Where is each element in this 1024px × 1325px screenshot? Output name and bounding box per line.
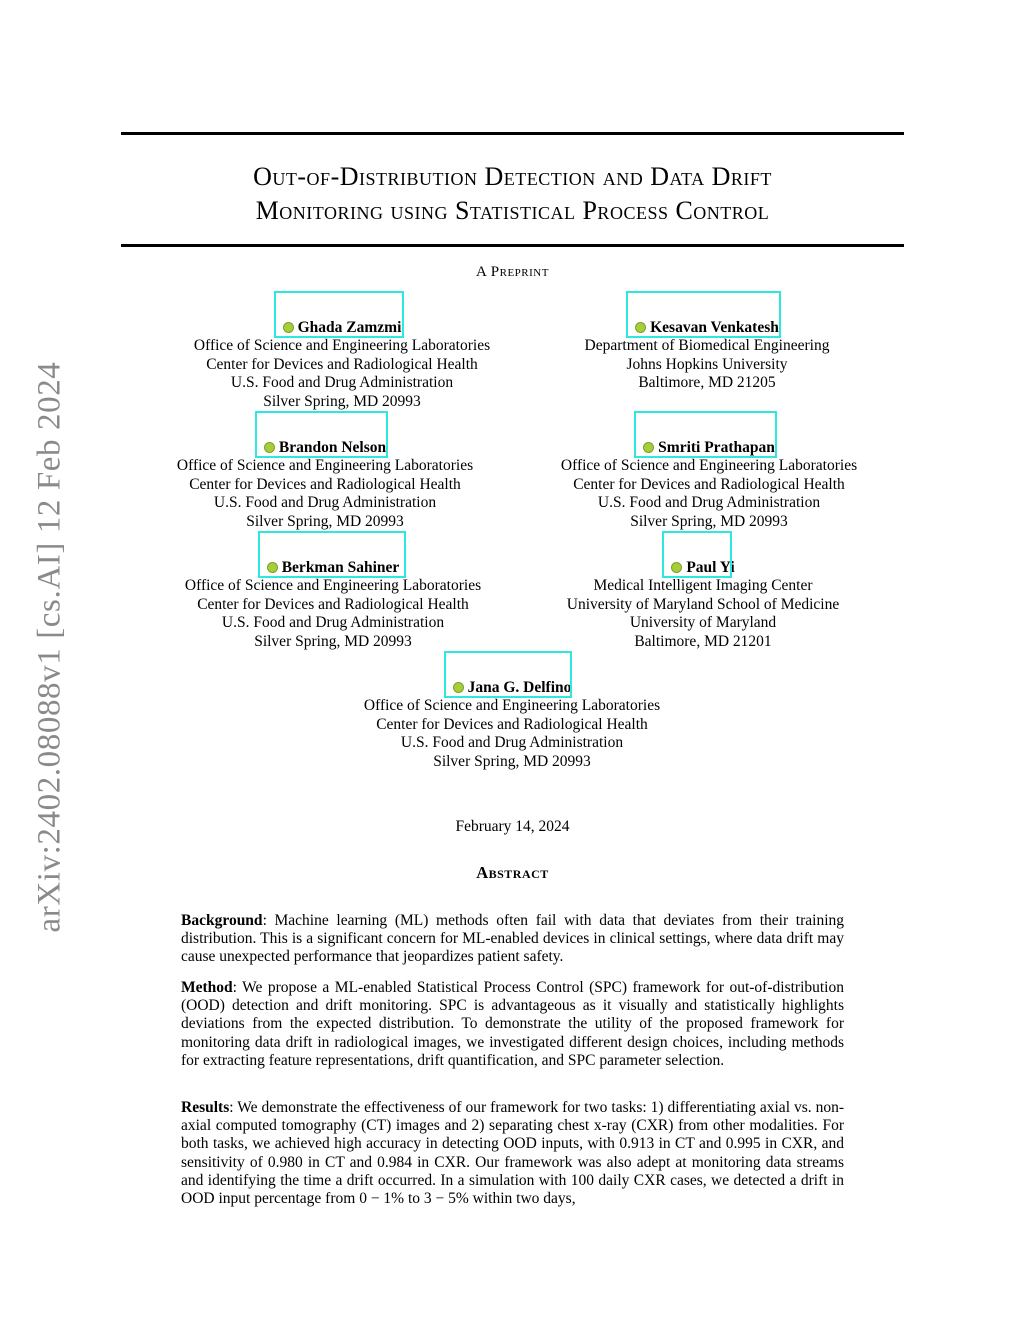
orcid-icon[interactable] bbox=[453, 682, 464, 693]
affiliation-line: Silver Spring, MD 20993 bbox=[630, 512, 788, 530]
abstract-heading: Abstract bbox=[476, 863, 549, 882]
affiliation-line: Johns Hopkins University bbox=[626, 355, 788, 373]
affiliation-line: Center for Devices and Radiological Health bbox=[189, 475, 461, 493]
author-block bbox=[520, 439, 898, 531]
affiliation-line: U.S. Food and Drug Administration bbox=[400, 734, 624, 752]
abstract-method-paragraph bbox=[181, 979, 844, 1070]
affiliation-line: Medical Intelligent Imaging Center bbox=[593, 577, 813, 595]
affiliation-line: Office of Science and Engineering Laboratories bbox=[363, 697, 661, 715]
author-name-link[interactable] bbox=[643, 439, 775, 457]
results-text: : We demonstrate the effectiveness of our framework for two tasks: 1) differentiating axial vs. non-axial computed tomography (CT) images and 2) separating chest x-ray (CXR) from other modalities. For both tasks, we achieved high accuracy in detecting OOD inputs, with 0.913 in CT and 0.995 in CXR, and sensitivity of 0.980 in CT and 0.984 in CXR. Our framework was also adept at monitoring data streams and identifying the time a drift occurred. In a simulation with 100 daily CXR cases, we detected a drift in OOD input percentage from 0 − 1% to 3 − 5% within two days, bbox=[181, 1099, 844, 1208]
affiliation-line: Silver Spring, MD 20993 bbox=[263, 392, 421, 410]
affiliation-line: U.S. Food and Drug Administration bbox=[230, 374, 454, 392]
paper-title bbox=[121, 160, 904, 228]
affiliation-line: Center for Devices and Radiological Health bbox=[197, 595, 469, 613]
affiliation-line: Center for Devices and Radiological Health bbox=[376, 715, 648, 733]
title-line-1: Out-of-Distribution Detection and Data Drift bbox=[253, 162, 772, 191]
author-name: Brandon Nelson bbox=[278, 439, 387, 456]
affiliation-line: Center for Devices and Radiological Health bbox=[573, 475, 845, 493]
author-block bbox=[533, 559, 873, 651]
affiliation-line: Office of Science and Engineering Laboratories bbox=[193, 337, 491, 355]
top-rule bbox=[121, 132, 904, 135]
author-name-link[interactable] bbox=[283, 319, 402, 337]
title-line-2: Monitoring using Statistical Process Control bbox=[255, 196, 770, 225]
orcid-icon[interactable] bbox=[643, 442, 654, 453]
author-name: Jana G. Delfino bbox=[467, 679, 572, 696]
affiliation-line: University of Maryland bbox=[629, 614, 777, 632]
affiliation-line: Office of Science and Engineering Laboratories bbox=[176, 457, 474, 475]
affiliation-line: U.S. Food and Drug Administration bbox=[221, 614, 445, 632]
author-name: Smriti Prathapan bbox=[658, 439, 775, 456]
affiliation-line: Baltimore, MD 21205 bbox=[638, 374, 776, 392]
bottom-rule bbox=[121, 244, 904, 247]
preprint-label: A Preprint bbox=[476, 264, 549, 280]
abstract-results-paragraph bbox=[181, 1099, 844, 1208]
affiliation-line: Center for Devices and Radiological Health bbox=[206, 355, 478, 373]
author-name: Ghada Zamzmi bbox=[297, 319, 402, 336]
method-text: : We propose a ML-enabled Statistical Process Control (SPC) framework for out-of-distribution (OOD) detection and drift monitoring. SPC is advantageous as it visually and statistically highlights deviations from the expected distribution. To demonstrate the utility of the proposed framework for monitoring data drift in radiological images, we investigated different design choices, including methods for extracting feature representations, drift quantification, and SPC parameter selection. bbox=[181, 979, 844, 1069]
background-text: : Machine learning (ML) methods often fail with data that deviates from their training distribution. This is a significant concern for ML-enabled devices in clinical settings, where data drift may cause unexpected performance that jeopardizes patient safety. bbox=[181, 912, 844, 966]
author-name-link[interactable] bbox=[267, 559, 400, 577]
orcid-icon[interactable] bbox=[264, 442, 275, 453]
affiliation-line: Office of Science and Engineering Laboratories bbox=[560, 457, 858, 475]
author-block bbox=[145, 439, 505, 531]
orcid-icon[interactable] bbox=[671, 562, 682, 573]
method-label: Method bbox=[181, 979, 233, 996]
arxiv-sidebar-stamp: arXiv:2402.08088v1 [cs.AI] 12 Feb 2024 bbox=[31, 361, 68, 933]
affiliation-line: Baltimore, MD 21201 bbox=[634, 632, 772, 650]
affiliation-line: U.S. Food and Drug Administration bbox=[597, 494, 821, 512]
publication-date: February 14, 2024 bbox=[455, 818, 570, 835]
author-block bbox=[530, 319, 884, 393]
author-block bbox=[332, 679, 692, 771]
author-name-link[interactable] bbox=[635, 319, 779, 337]
author-name: Berkman Sahiner bbox=[281, 559, 400, 576]
results-label: Results bbox=[181, 1099, 230, 1116]
affiliation-line: University of Maryland School of Medicine bbox=[566, 595, 840, 613]
author-name-link[interactable] bbox=[671, 559, 734, 577]
author-name-link[interactable] bbox=[453, 679, 572, 697]
orcid-icon[interactable] bbox=[267, 562, 278, 573]
orcid-icon[interactable] bbox=[635, 322, 646, 333]
affiliation-line: Silver Spring, MD 20993 bbox=[254, 632, 412, 650]
affiliation-line: U.S. Food and Drug Administration bbox=[213, 494, 437, 512]
background-label: Background bbox=[181, 912, 263, 929]
affiliation-line: Silver Spring, MD 20993 bbox=[246, 512, 404, 530]
author-name: Paul Yi bbox=[686, 559, 735, 576]
author-name: Kesavan Venkatesh bbox=[650, 319, 779, 336]
abstract-background-paragraph bbox=[181, 912, 844, 967]
author-name-link[interactable] bbox=[264, 439, 386, 457]
affiliation-line: Silver Spring, MD 20993 bbox=[433, 752, 591, 770]
affiliation-line: Department of Biomedical Engineering bbox=[584, 337, 830, 355]
affiliation-line: Office of Science and Engineering Laboratories bbox=[184, 577, 482, 595]
orcid-icon[interactable] bbox=[283, 322, 294, 333]
author-block bbox=[153, 559, 513, 651]
author-block bbox=[160, 319, 524, 411]
